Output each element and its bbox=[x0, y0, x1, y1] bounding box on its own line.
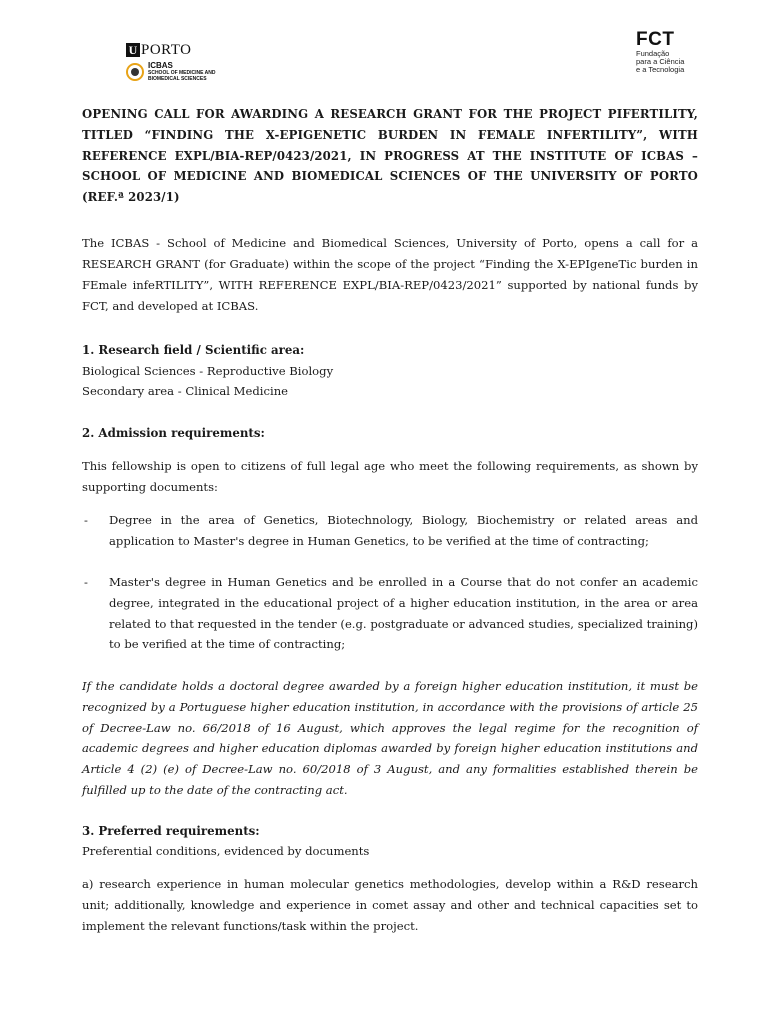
uporto-logo bbox=[126, 42, 246, 58]
fct-line1: Fundação bbox=[636, 49, 670, 58]
icbas-name: ICBAS bbox=[148, 61, 173, 70]
icbas-logo bbox=[126, 61, 246, 82]
preferred-item-a: a) research experience in human molecular genetics methodologies, develop within a R&D research unit; additionally, knowledge and experience in comet assay and other and technical capacities set to implement the relevant functions/task within the project. bbox=[82, 877, 698, 933]
section-2-heading: 2. Admission requirements: bbox=[82, 426, 265, 440]
fct-name: FCT bbox=[636, 29, 675, 50]
section-3-heading: 3. Preferred requirements: bbox=[82, 824, 260, 838]
icbas-emblem-icon bbox=[126, 63, 144, 81]
requirement-item-2: Master's degree in Human Genetics and be enrolled in a Course that do not confer an academic degree, integrated in the educational project of a higher education institution, in the area or area related to that requested in the tender (e.g. postgraduate or advanced studies, specialized training) to be verified at the time of contracting; bbox=[109, 575, 698, 652]
uporto-letter: U bbox=[126, 43, 140, 57]
section-1-line-2: Secondary area - Clinical Medicine bbox=[82, 384, 289, 398]
intro-paragraph: The ICBAS - School of Medicine and Biomedical Sciences, University of Porto, opens a call for a RESEARCH GRANT (for Graduate) within the scope of the project “Finding the X-EPIgeneTic burden in FEmale infeRTILITY”, WITH REFERENCE EXPL/BIA-REP/0423/2021” supported by national funds by FCT, and developed at ICBAS. bbox=[82, 236, 698, 313]
foreign-degree-note: If the candidate holds a doctoral degree awarded by a foreign higher education institution, it must be recognized by a Portuguese higher education institution, in accordance with the provisions of article 25 of Decree-Law no. 66/2018 of 16 August, which approves the legal regime for the recognition of academic degrees and higher education diplomas awarded by foreign higher education institutions and Article 4 (2) (e) of Decree-Law no. 60/2018 of 3 August, and any formalities established therein be fulfilled up to the date of the contracting act. bbox=[82, 679, 698, 797]
uporto-text: PORTO bbox=[141, 41, 192, 58]
icbas-school-line2: BIOMEDICAL SCIENCES bbox=[148, 76, 207, 82]
fct-line2: para a Ciência bbox=[636, 57, 685, 66]
icbas-school-line1: SCHOOL OF MEDICINE AND bbox=[148, 70, 216, 76]
list-bullet: - bbox=[84, 513, 88, 527]
section-1-heading: 1. Research field / Scientific area: bbox=[82, 343, 305, 357]
uporto-icbas-logo bbox=[126, 42, 246, 84]
list-bullet: - bbox=[84, 575, 88, 589]
section-3-subheading: Preferential conditions, evidenced by documents bbox=[82, 844, 370, 858]
fct-logo bbox=[636, 30, 696, 80]
section-1-line-1: Biological Sciences - Reproductive Biology bbox=[82, 364, 334, 378]
section-2-intro: This fellowship is open to citizens of full legal age who meet the following requirements, as shown by supporting documents: bbox=[82, 459, 698, 494]
fct-line3: e a Tecnologia bbox=[636, 65, 685, 74]
icbas-text bbox=[148, 61, 216, 82]
requirement-item-1: Degree in the area of Genetics, Biotechnology, Biology, Biochemistry or related areas and application to Master's degree in Human Genetics, to be verified at the time of contracting; bbox=[109, 513, 698, 548]
document-title: OPENING CALL FOR AWARDING A RESEARCH GRANT FOR THE PROJECT PIFERTILITY, TITLED “FINDING THE X-EPIGENETIC BURDEN IN FEMALE INFERTILITY”, WITH REFERENCE EXPL/BIA-REP/0423/2021, IN PROGRESS AT THE INSTITUTE OF ICBAS – SCHOOL OF MEDICINE AND BIOMEDICAL SCIENCES OF THE UNIVERSITY OF PORTO (REF.ª 2023/1) bbox=[82, 107, 698, 205]
